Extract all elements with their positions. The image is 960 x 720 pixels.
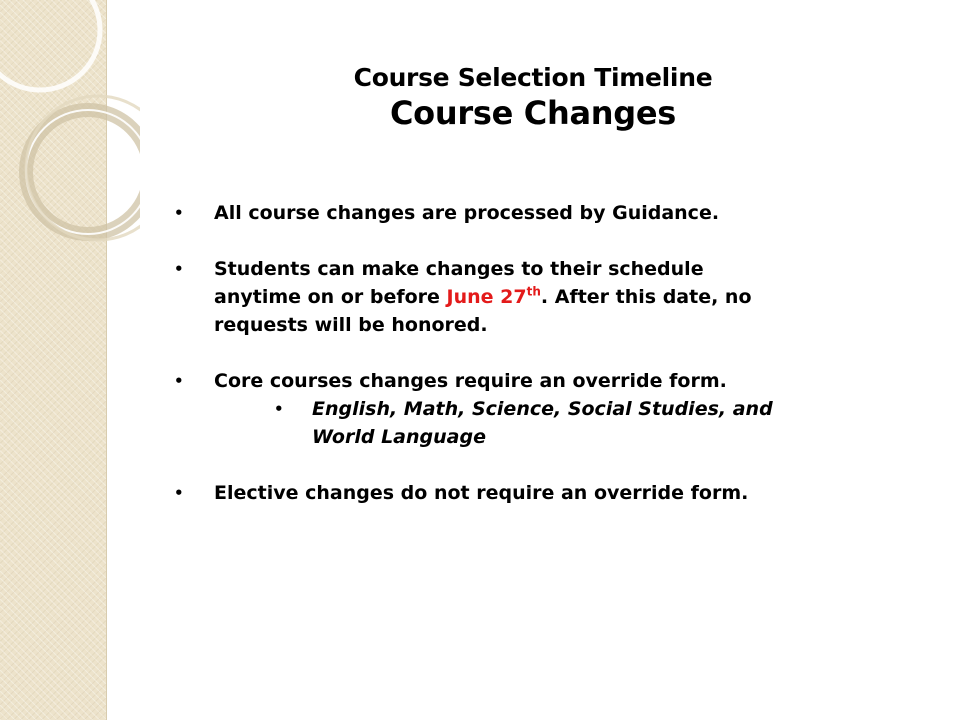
bullet-line: Students can make changes to their schedule <box>214 258 704 280</box>
sub-bullet-line: World Language <box>312 426 486 448</box>
sub-bullet-subjects <box>170 395 832 451</box>
bullet-line <box>214 283 870 311</box>
bullet-icon: • <box>174 204 184 222</box>
slide-subtitle: Course Changes <box>389 94 677 132</box>
bullet-item-core-courses <box>170 367 870 395</box>
bullet-text: . After this date, no <box>540 286 752 308</box>
date-suffix: th <box>526 284 541 299</box>
bullet-line: requests will be honored. <box>214 314 488 336</box>
bullet-item-guidance <box>170 199 870 227</box>
bullet-item-electives <box>170 479 870 507</box>
title-block <box>106 62 960 132</box>
bullet-icon: • <box>174 372 184 390</box>
bullet-icon: • <box>174 484 184 502</box>
bullet-icon: • <box>174 260 184 278</box>
bullet-icon: • <box>274 400 284 418</box>
bullet-item-deadline <box>170 255 870 339</box>
bullet-text: Elective changes do not require an override form. <box>214 482 749 504</box>
sub-bullet-line: English, Math, Science, Social Studies, and <box>312 398 773 420</box>
slide-title: Course Selection Timeline <box>353 63 713 92</box>
deadline-date: June 27th <box>446 284 541 308</box>
bullet-text: All course changes are processed by Guidance. <box>214 202 720 224</box>
bullet-text: Core courses changes require an override form. <box>214 370 727 392</box>
bullet-list <box>170 199 870 507</box>
bullet-text: anytime on or before <box>214 286 447 308</box>
